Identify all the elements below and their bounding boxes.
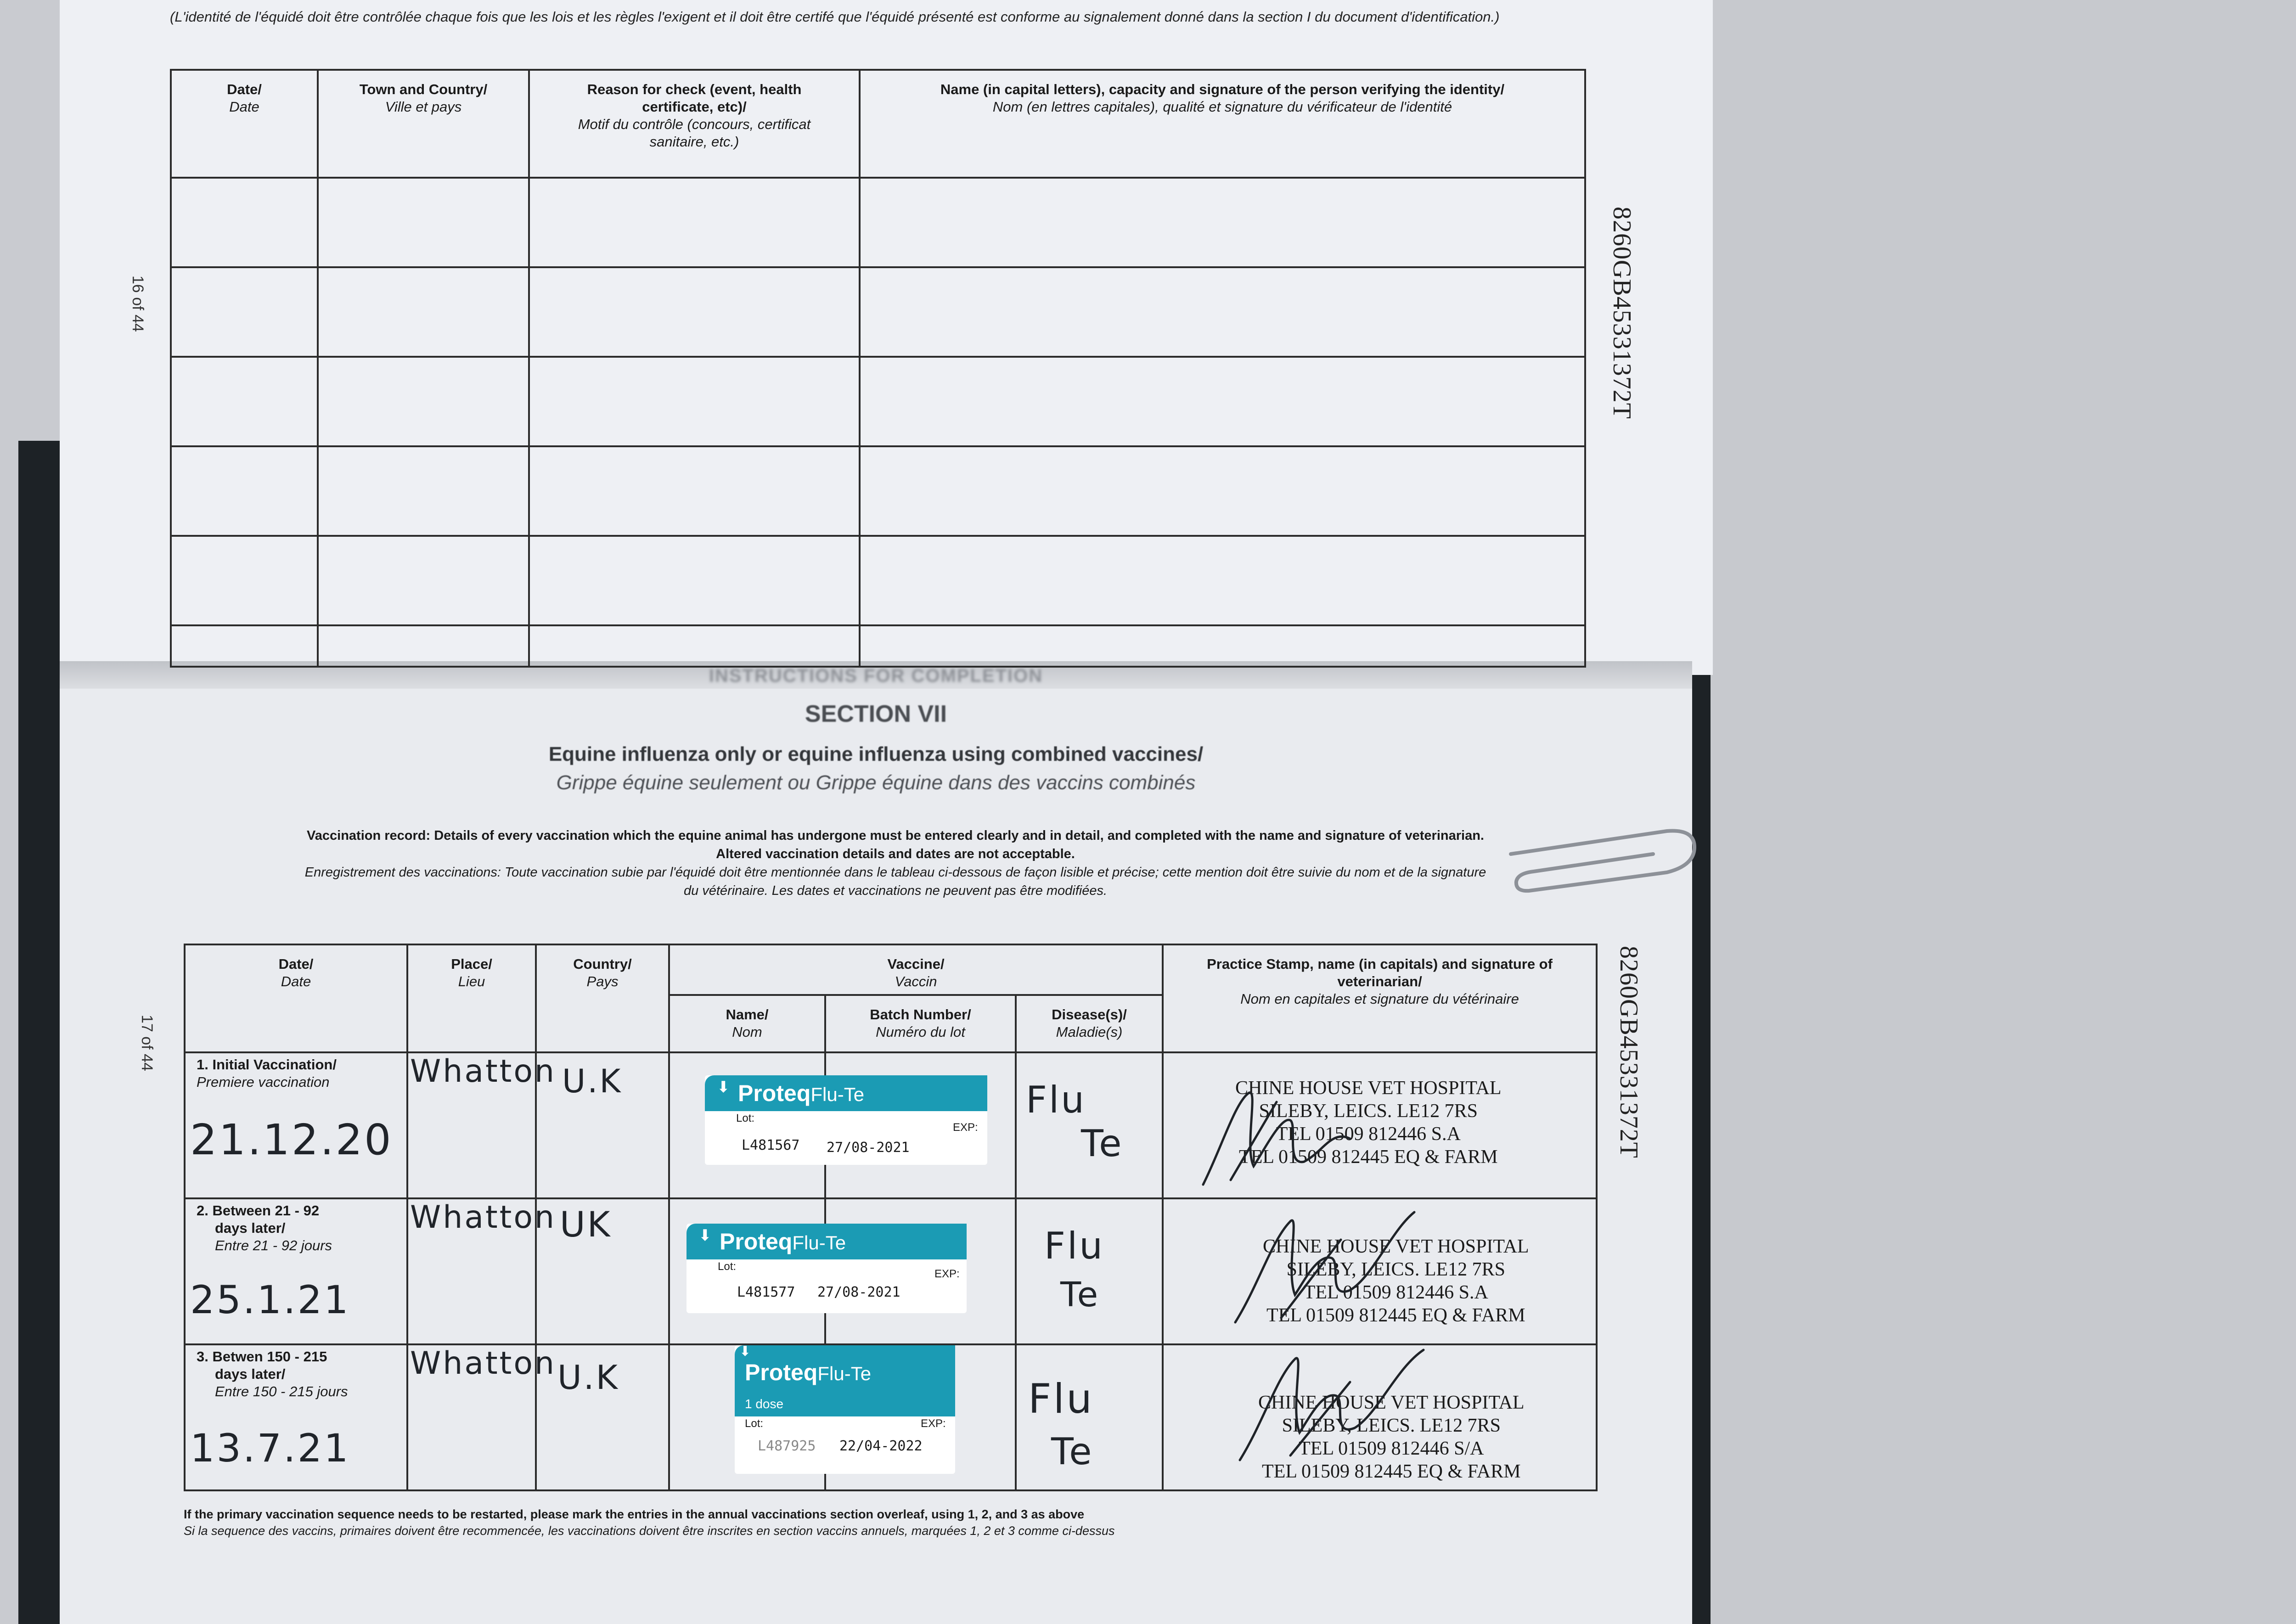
vet-signature-2 [1226,1203,1437,1332]
disease-cell [1016,1052,1163,1198]
scanner-background [1711,0,2296,1624]
page-number-bottom: 17 of 44 [138,1015,156,1071]
sticker-lot-label: Lot: [736,1112,755,1124]
sticker-exp: 22/04-2022 [839,1438,923,1454]
instr-en: Details of every vaccination which the equine animal has undergone must be entered clearly and in detail, and completed with the name and signature of veterinarian. [434,828,1484,843]
disease-flu: Flu [1026,1079,1086,1121]
header-practice-stamp: Practice Stamp, name (in capitals) and signature of veterinarian/ Nom en capitales et signature du vétérinaire [1163,944,1597,1052]
disease-flu: Flu [1028,1375,1094,1422]
sticker-lot: L487925 [758,1438,816,1454]
disease-te: Te [1051,1430,1094,1473]
sticker-brand: Proteq [738,1080,811,1106]
instr-lead-fr: Enregistrement des vaccinations: [304,865,501,880]
table-row [171,178,1585,267]
instr-lead-en: Vaccination record: [307,828,431,843]
table-row [171,536,1585,625]
sticker-brand: Proteq [745,1360,818,1385]
drop-icon: ⬇ [717,1079,730,1096]
vaccine-sticker-3 [735,1345,955,1474]
sticker-exp-label: EXP: [934,1268,960,1280]
sticker-exp: 27/08-2021 [817,1284,900,1300]
header-date: Date/ Date [185,944,407,1052]
serial-number-bottom: 8260GB45331372T [1615,946,1643,1158]
header-place: Place/ Lieu [407,944,536,1052]
header-vaccine: Vaccine/ Vaccin [669,944,1163,995]
page-number-top: 16 of 44 [129,275,146,332]
table-row [171,625,1585,667]
table-row [171,357,1585,446]
header-batch-number: Batch Number/ Numéro du lot [825,995,1016,1052]
serial-number-top: 8260GB45331372T [1608,207,1636,419]
instr-fr-2: du vétérinaire. Les dates et vaccinations ne peuvent pas être modifiées. [683,883,1108,898]
sticker-exp: 27/08-2021 [827,1140,910,1156]
sticker-product: Flu-Te [792,1232,846,1253]
sticker-product: Flu-Te [817,1363,872,1384]
instr-en-2: Altered vaccination details and dates are not acceptable. [716,847,1075,861]
header-verifier: Name (in capital letters), capacity and signature of the person verifying the identity/ Nom (en lettres capitales), qualité et signature du vérificateur de l'identité [860,70,1585,178]
vaccine-sticker-1 [705,1075,987,1165]
disease-cell [1016,1344,1163,1490]
place-cell [407,1344,557,1490]
sticker-dose: 1 dose [745,1397,784,1411]
practice-stamp-2: CHINE HOUSE VET HOSPITAL SILEBY, LEICS. LE12 7RS TEL 01509 812446 S.A TEL 01509 812445 EQ & FARM [1263,1236,1529,1326]
sticker-exp-label: EXP: [921,1417,946,1430]
identity-note: (L'identité de l'équidé doit être contrôlée chaque fois que les lois et les règles l'exigent et il doit être certifé que l'équidé présenté est conforme au signalement donné dans la section I du document d'identification.) [170,9,1500,25]
paperclip-icon [1502,822,1704,895]
instr-fr: Toute vaccination subie par l'équidé doit être mentionnée dans le tableau ci-dessous de façon lisible et précise; cette mention doit être suivie du nom et de la signature [504,865,1486,880]
section-subtitle-fr: Grippe équine seulement ou Grippe équine dans des vaccins combinés [556,771,1196,794]
row-label-cell: 1. Initial Vaccination/ Premiere vaccination 21.12.20 [185,1052,407,1198]
section-subtitle-en: Equine influenza only or equine influenza using combined vaccines/ [548,743,1204,765]
footnote-fr: Si la sequence des vaccins, primaires doivent être recommencée, les vaccinations doivent être inscrites en section vaccins annuels, marquées 1, 2 et 3 comme ci-dessus [184,1524,1115,1538]
vet-signature-3 [1231,1341,1442,1469]
identity-check-table [170,69,1586,668]
sticker-lot: L481567 [742,1137,800,1153]
footnote-en: If the primary vaccination sequence needs to be restarted, please mark the entries in the annual vaccinations section overleaf, using 1, 2, and 3 as above [184,1507,1085,1521]
practice-stamp-1: CHINE HOUSE VET HOSPITAL SILEBY, LEICS. LE12 7RS TEL 01509 812446 S.A TEL 01509 812445 EQ & FARM [1235,1078,1502,1168]
disease-te: Te [1081,1122,1124,1165]
table-row [171,267,1585,357]
disease-flu: Flu [1044,1225,1104,1267]
row-label-cell: 2. Between 21 - 92 days later/ Entre 21 - 92 jours 25.1.21 [185,1198,407,1344]
sticker-lot-label: Lot: [718,1260,737,1273]
vaccination-instructions [184,826,1607,900]
vaccination-date: 13.7.21 [190,1426,350,1471]
vaccination-date: 21.12.20 [190,1115,393,1164]
header-town-country: Town and Country/ Ville et pays [318,70,529,178]
sticker-lot: L481577 [737,1284,795,1300]
place: Whatton [410,1199,557,1236]
place-cell [407,1198,557,1344]
footnote [184,1506,1114,1539]
vaccination-date: 25.1.21 [190,1277,350,1322]
country: UK [560,1204,612,1245]
section-title: SECTION VII [805,701,947,727]
country: U.K [557,1358,619,1397]
country: U.K [562,1062,623,1100]
sticker-brand: Proteq [720,1229,793,1254]
header-vaccine-name: Name/ Nom [669,995,825,1052]
header-reason: Reason for check (event, health certificate, etc)/ Motif du contrôle (concours, certificat sanitaire, etc.) [529,70,860,178]
vaccine-sticker-2 [687,1224,967,1313]
disease-cell [1016,1198,1163,1344]
vet-signature-1 [1194,1074,1378,1194]
place-cell [407,1052,557,1198]
place: Whatton [410,1345,557,1382]
sticker-exp-label: EXP: [953,1121,978,1134]
table-row [171,446,1585,536]
faded-heading: INSTRUCTIONS FOR COMPLETION [709,666,1043,686]
drop-icon: ⬇ [698,1227,712,1244]
place: Whatton [410,1053,557,1090]
header-disease: Disease(s)/ Maladie(s) [1016,995,1163,1052]
header-date: Date/ Date [171,70,318,178]
sticker-product: Flu-Te [810,1084,865,1105]
practice-stamp-3: CHINE HOUSE VET HOSPITAL SILEBY, LEICS. LE12 7RS TEL 01509 812446 S/A TEL 01509 812445 EQ & FARM [1258,1392,1525,1482]
sticker-lot-label: Lot: [745,1417,764,1430]
drop-icon: ⬇ [739,1344,751,1359]
row-label-cell: 3. Betwen 150 - 215 days later/ Entre 150 - 215 jours 13.7.21 [185,1344,407,1490]
header-country: Country/ Pays [536,944,669,1052]
disease-te: Te [1060,1275,1100,1315]
left-binding-strip [18,441,62,1624]
